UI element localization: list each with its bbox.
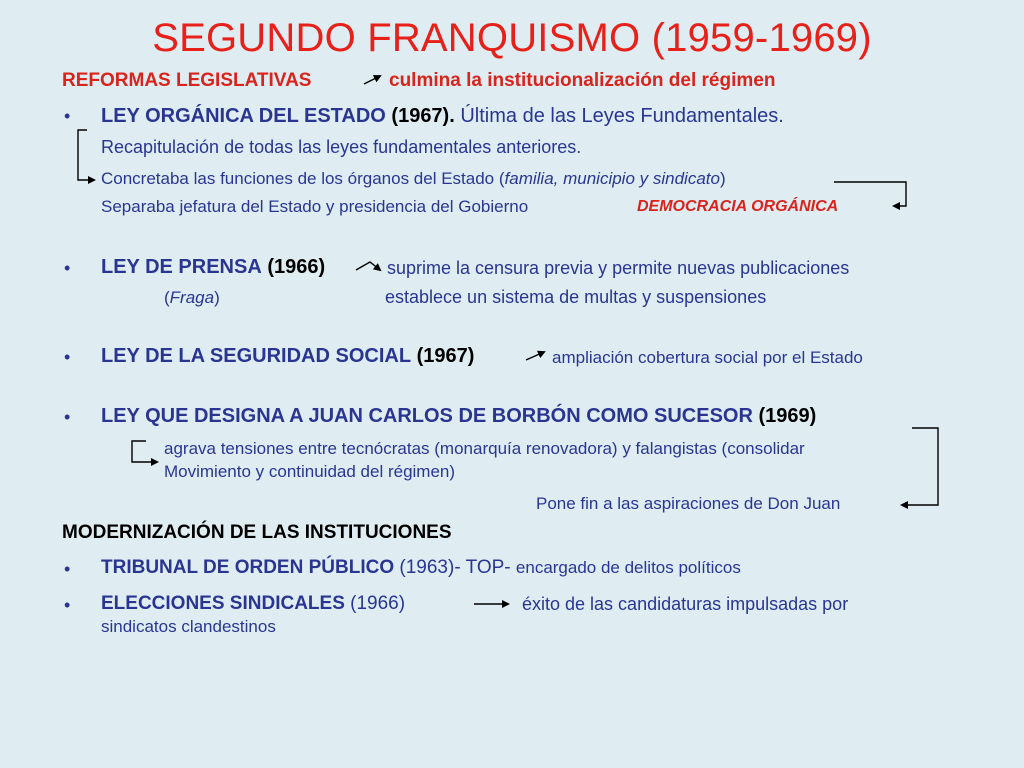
- sucesor-effect-line-1: agrava tensiones entre tecnócratas (monarquía renovadora) y falangistas (consolidar: [164, 439, 805, 458]
- ley-prensa-effect-2: establece un sistema de multas y suspensiones: [385, 287, 767, 307]
- ley-prensa-author: (Fraga): [164, 288, 220, 307]
- top-desc: encargado de delitos políticos: [515, 558, 741, 577]
- ley-organica-item-2-italic: familia, municipio y sindicato: [504, 169, 720, 188]
- elecciones-desc-line-1: éxito de las candidaturas impulsadas por: [522, 594, 849, 614]
- arrow-ley-organica-bracket: [78, 130, 94, 180]
- ley-organica-name: LEY ORGÁNICA DEL ESTADO: [101, 105, 386, 127]
- bullet-seguridad-social: •: [64, 347, 71, 367]
- ley-organica-item-2: Concretaba las funciones de los órganos del Estado (familia, municipio y sindicato): [101, 169, 726, 188]
- democracia-organica-label: DEMOCRACIA ORGÁNICA: [637, 198, 839, 215]
- reformas-heading: REFORMAS LEGISLATIVAS: [62, 70, 312, 91]
- bullet-ley-prensa: •: [64, 258, 71, 278]
- bullet-ley-organica: •: [64, 106, 71, 126]
- arrow-sucesor-bracket: [132, 441, 157, 462]
- ley-organica-item-3: Separaba jefatura del Estado y presidencia del Gobierno: [101, 197, 529, 216]
- elecciones-name: ELECCIONES SINDICALES: [101, 593, 345, 614]
- bullet-sucesor: •: [64, 407, 71, 427]
- elecciones-year: (1966): [350, 593, 406, 614]
- page-title: SEGUNDO FRANQUISMO (1959-1969): [152, 16, 872, 60]
- modernizacion-heading: MODERNIZACIÓN DE LAS INSTITUCIONES: [62, 522, 452, 543]
- bullet-elecciones: •: [64, 595, 71, 615]
- ley-prensa-year: (1966): [267, 256, 326, 278]
- ley-organica-year: (1967).: [391, 105, 455, 127]
- arrow-democracia-organica: [834, 182, 906, 206]
- ley-organica-item-1: Recapitulación de todas las leyes fundamentales anteriores.: [101, 137, 582, 157]
- ley-prensa-name: LEY DE PRENSA: [101, 256, 262, 278]
- arrow-don-juan: [902, 428, 938, 505]
- arrow-reformas: [364, 76, 380, 84]
- arrow-seguridad-social: [526, 352, 544, 360]
- reformas-result: culmina la institucionalización del régimen: [389, 70, 776, 91]
- sucesor-year: (1969): [758, 405, 817, 427]
- sucesor-name: LEY QUE DESIGNA A JUAN CARLOS DE BORBÓN COMO SUCESOR: [101, 405, 753, 427]
- ley-prensa-effect-1: suprime la censura previa y permite nuevas publicaciones: [387, 258, 850, 278]
- bullet-top: •: [64, 559, 71, 579]
- seguridad-social-year: (1967): [416, 345, 475, 367]
- seguridad-social-effect: ampliación cobertura social por el Estado: [552, 348, 863, 367]
- sucesor-effect-line-2: Movimiento y continuidad del régimen): [164, 462, 456, 481]
- top-acronym: TOP-: [465, 557, 511, 578]
- top-name: TRIBUNAL DE ORDEN PÚBLICO: [101, 557, 395, 578]
- arrow-ley-prensa: [356, 262, 380, 270]
- top-year: (1963)-: [399, 557, 461, 578]
- seguridad-social-name: LEY DE LA SEGURIDAD SOCIAL: [101, 345, 412, 367]
- ley-organica-desc: Última de las Leyes Fundamentales.: [460, 105, 784, 127]
- elecciones-desc-line-2: sindicatos clandestinos: [101, 617, 276, 636]
- sucesor-effect-2: Pone fin a las aspiraciones de Don Juan: [536, 494, 841, 513]
